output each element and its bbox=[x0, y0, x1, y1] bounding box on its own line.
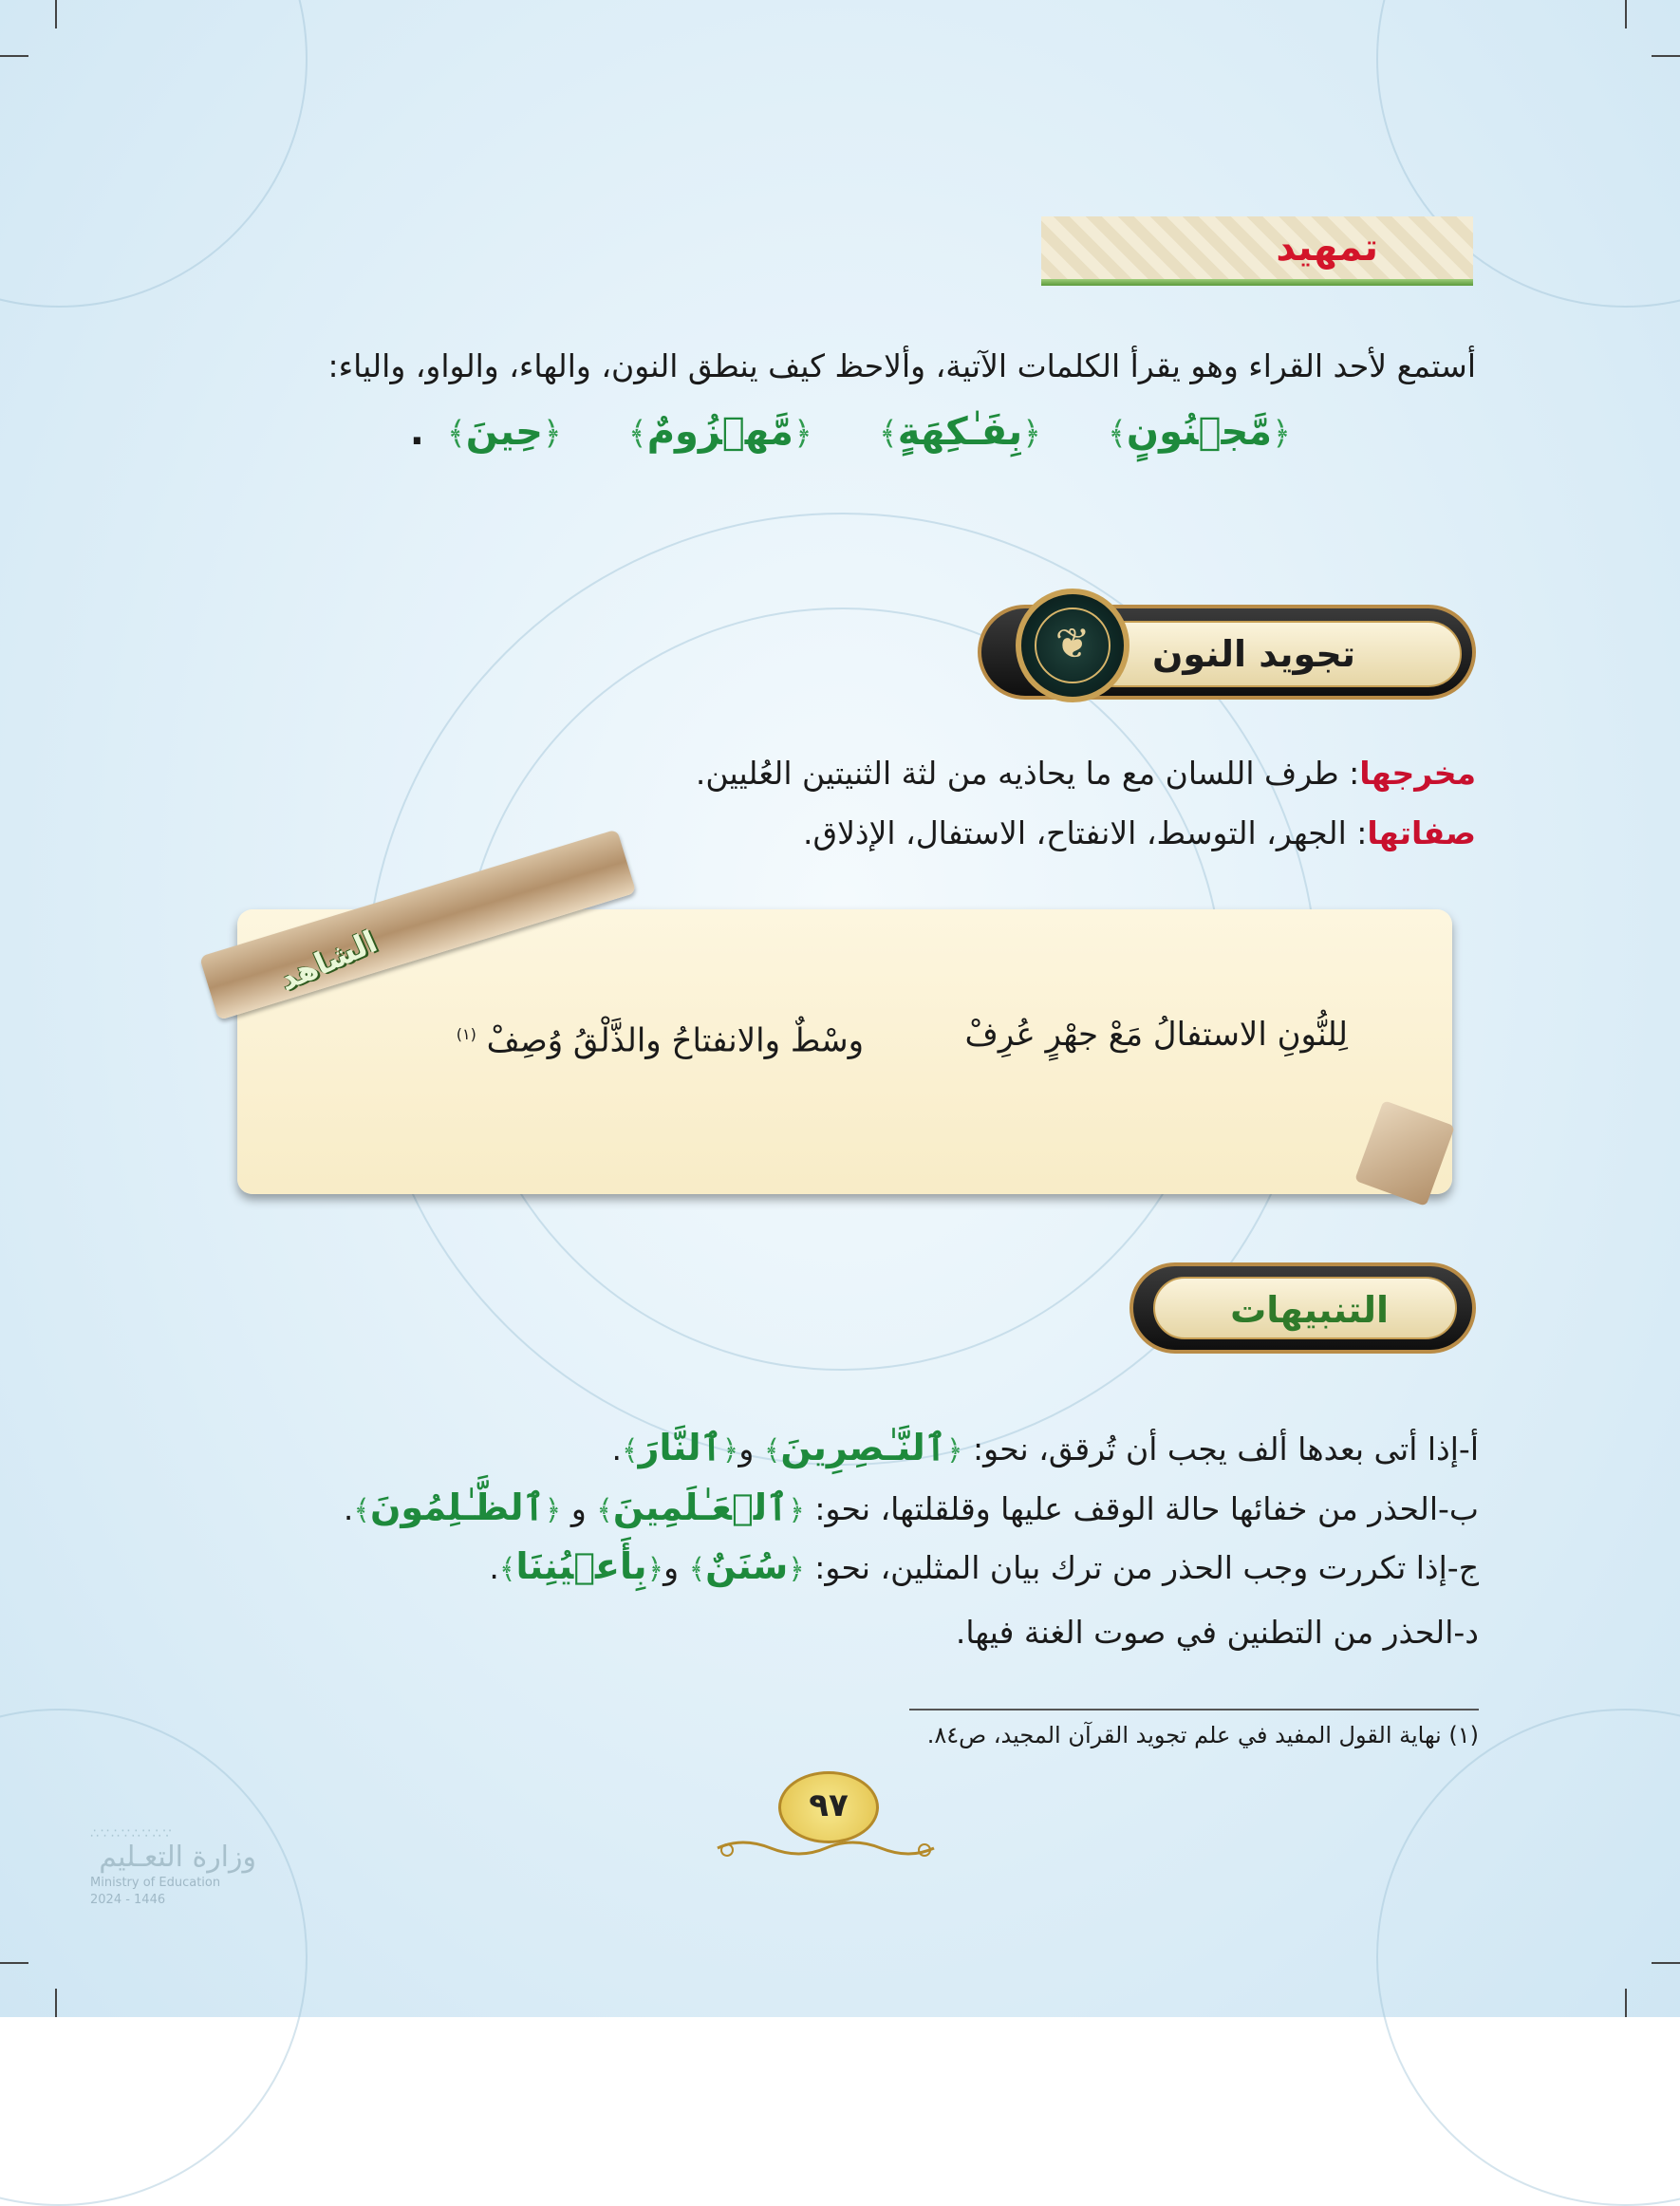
crop-mark bbox=[55, 1989, 57, 2017]
ministry-logo bbox=[90, 1827, 256, 1909]
sifat-label: صفاتها bbox=[1367, 814, 1476, 851]
crop-mark bbox=[1652, 1962, 1680, 1964]
crop-mark bbox=[0, 1962, 28, 1964]
sifat-line bbox=[337, 812, 1476, 855]
verse-second-hemistich: وسْطٌ والانفتاحُ والذَّلْقُ وُصِفْ $^{(١)}$ bbox=[456, 1021, 864, 1060]
quran-word: ﴿مَّجۡنُونٍ﴾ bbox=[1108, 410, 1291, 454]
ministry-dots-icon: ∴∵∴∵∴∵∴∵ bbox=[90, 1826, 174, 1841]
page-number: ٩٧ bbox=[778, 1771, 879, 1843]
quran-words bbox=[342, 404, 1291, 461]
shahed-ribbon-label: الشاهد bbox=[273, 923, 383, 999]
section-medallion bbox=[1016, 589, 1129, 702]
makhraj-line bbox=[337, 752, 1476, 795]
footnote-ref: (١) bbox=[456, 1025, 476, 1043]
section-title-tajweed: تجويد النون bbox=[1082, 621, 1462, 687]
crop-mark bbox=[1625, 1989, 1627, 2017]
words-end: . bbox=[409, 410, 424, 454]
grape-leaf-icon: ❦ bbox=[1035, 608, 1111, 683]
crop-mark bbox=[0, 55, 28, 57]
note-b: ب-الحذر من خفائها حالة الوقف عليها وقلقلتها، نحو: ﴿ٱلۡعَـٰلَمِينَ﴾ و ﴿ٱلظَّـٰلِمُونَ﴾. bbox=[343, 1486, 1479, 1528]
crop-mark bbox=[55, 0, 57, 28]
ministry-name-ar: وزارة التعـليم bbox=[99, 1841, 256, 1874]
page-number-ornament bbox=[714, 1837, 938, 1860]
quran-word: ﴿حِينَ﴾ bbox=[446, 410, 562, 454]
footnote: (١) نهاية القول المفيد في علم تجويد القرآن المجيد، ص٨٤. bbox=[926, 1722, 1479, 1748]
tamheed-underline bbox=[1041, 279, 1473, 286]
note-a: أ-إذا أتى بعدها ألف يجب أن تُرقق، نحو: ﴿ٱلنَّـٰصِرِينَ﴾ و﴿ٱلنَّارَ﴾. bbox=[611, 1427, 1479, 1468]
verse-first-hemistich: لِلنُّونِ الاستفالُ مَعْ جهْرٍ عُرِفْ bbox=[964, 1016, 1348, 1054]
tamheed-title: تمهيد bbox=[1276, 226, 1378, 270]
crop-mark bbox=[1625, 0, 1627, 28]
section-title-tanbihat: التنبيهات bbox=[1153, 1277, 1457, 1339]
ministry-name-en: Ministry of Education bbox=[90, 1876, 221, 1890]
makhraj-text: : طرف اللسان مع ما يحاذيه من لثة الثنيتين العُليين. bbox=[695, 755, 1360, 792]
crop-mark bbox=[1652, 55, 1680, 57]
quran-word: ﴿بِفَـٰكِهَةٍ﴾ bbox=[878, 410, 1042, 454]
footnote-divider bbox=[909, 1709, 1479, 1711]
sifat-text: : الجهر، التوسط، الانفتاح، الاستفال، الإذلاق. bbox=[802, 814, 1368, 851]
note-c: ج-إذا تكررت وجب الحذر من ترك بيان المثلين، نحو: ﴿سُنَنٌ﴾ و﴿بِأَعۡيُنِنَا﴾. bbox=[489, 1545, 1479, 1587]
ministry-year: 2024 - 1446 bbox=[90, 1893, 166, 1907]
note-d: د-الحذر من التطنين في صوت الغنة فيها. bbox=[955, 1614, 1479, 1651]
makhraj-label: مخرجها bbox=[1359, 755, 1476, 792]
quran-word: ﴿مَّهۡزُومٌ﴾ bbox=[627, 410, 812, 454]
intro-text: أستمع لأحد القراء وهو يقرأ الكلمات الآتية، وألاحظ كيف ينطق النون، والهاء، والواو، والياء: bbox=[327, 347, 1476, 384]
